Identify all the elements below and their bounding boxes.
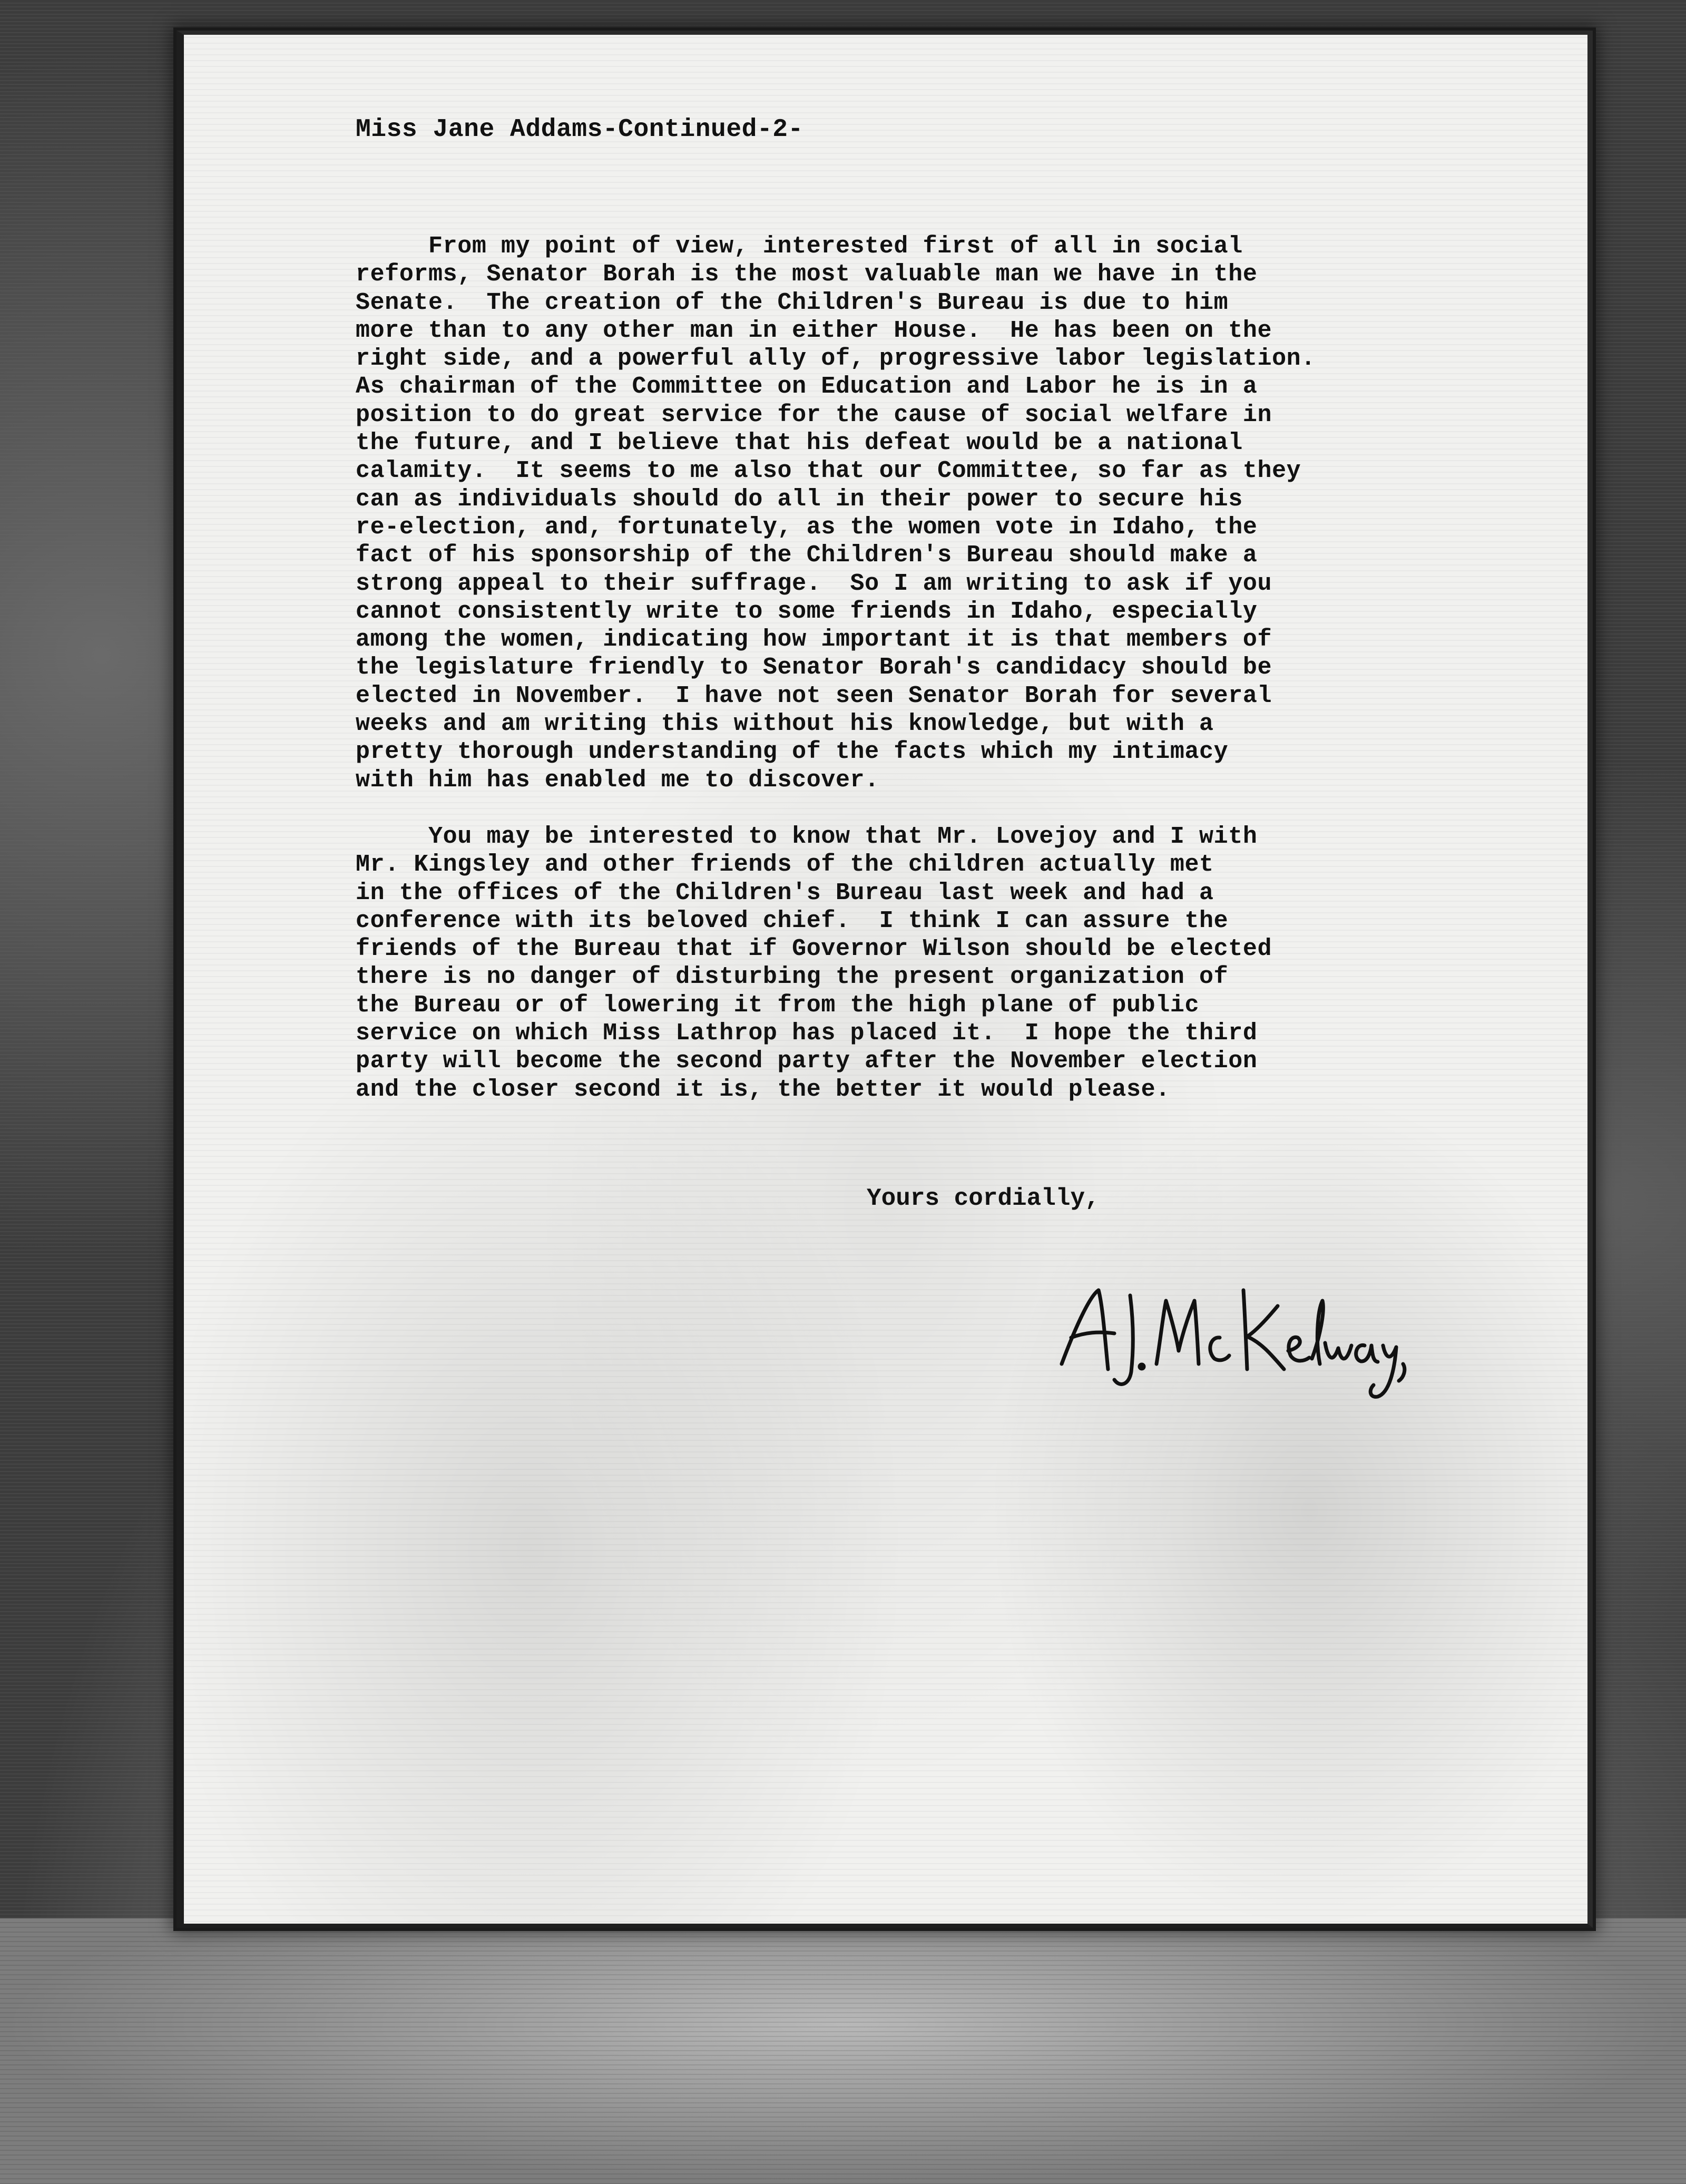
text-line: fact of his sponsorship of the Children's Bureau should make a <box>356 542 1258 569</box>
paragraph-1 <box>356 232 1316 794</box>
text-line: among the women, indicating how important it is that members of <box>356 626 1272 654</box>
letter-body <box>177 31 1593 1928</box>
text-line: reforms, Senator Borah is the most valuable man we have in the <box>356 261 1258 288</box>
text-line: calamity. It seems to me also that our Committee, so far as they <box>356 457 1301 485</box>
paragraph-2 <box>356 823 1272 1104</box>
text-line: re-election, and, fortunately, as the women vote in Idaho, the <box>356 513 1258 541</box>
text-line: weeks and am writing this without his knowledge, but with a <box>356 710 1214 738</box>
text-line: position to do great service for the cause of social welfare in <box>356 401 1272 428</box>
text-line: there is no danger of disturbing the present organization of <box>356 963 1229 991</box>
text-line: Senate. The creation of the Children's Bureau is due to him <box>356 289 1229 316</box>
text-line: cannot consistently write to some friends in Idaho, especially <box>356 598 1258 625</box>
letter-page <box>177 31 1593 1928</box>
scanner-bottom-band <box>0 1918 1686 2184</box>
text-line: can as individuals should do all in their power to secure his <box>356 485 1243 513</box>
text-line: the Bureau or of lowering it from the high plane of public <box>356 991 1200 1019</box>
continuation-header: Miss Jane Addams-Continued-2- <box>356 115 803 144</box>
text-line: and the closer second it is, the better it would please. <box>356 1076 1170 1103</box>
text-line: strong appeal to their suffrage. So I am writing to ask if you <box>356 570 1272 597</box>
text-line: party will become the second party after the November election <box>356 1048 1258 1075</box>
text-line: pretty thorough understanding of the facts which my intimacy <box>356 738 1229 766</box>
closing-line: Yours cordially, <box>867 1185 1100 1212</box>
text-line: From my point of view, interested first of all in social <box>356 233 1243 260</box>
text-line: Mr. Kingsley and other friends of the children actually met <box>356 851 1214 879</box>
text-line: the legislature friendly to Senator Borah's candidacy should be <box>356 654 1272 681</box>
text-line: conference with its beloved chief. I think I can assure the <box>356 907 1229 934</box>
text-line: friends of the Bureau that if Governor Wilson should be elected <box>356 935 1272 963</box>
text-line: in the offices of the Children's Bureau last week and had a <box>356 879 1214 906</box>
handwritten-signature <box>1041 1259 1409 1406</box>
text-line: with him has enabled me to discover. <box>356 766 879 794</box>
text-line: right side, and a powerful ally of, progressive labor legislation. <box>356 345 1316 373</box>
text-line: more than to any other man in either House. He has been on the <box>356 317 1272 344</box>
text-line: You may be interested to know that Mr. Lovejoy and I with <box>356 823 1258 850</box>
text-line: elected in November. I have not seen Senator Borah for several <box>356 682 1272 709</box>
text-line: the future, and I believe that his defeat would be a national <box>356 430 1243 457</box>
text-line: As chairman of the Committee on Education and Labor he is in a <box>356 373 1258 401</box>
text-line: service on which Miss Lathrop has placed it. I hope the third <box>356 1020 1258 1047</box>
